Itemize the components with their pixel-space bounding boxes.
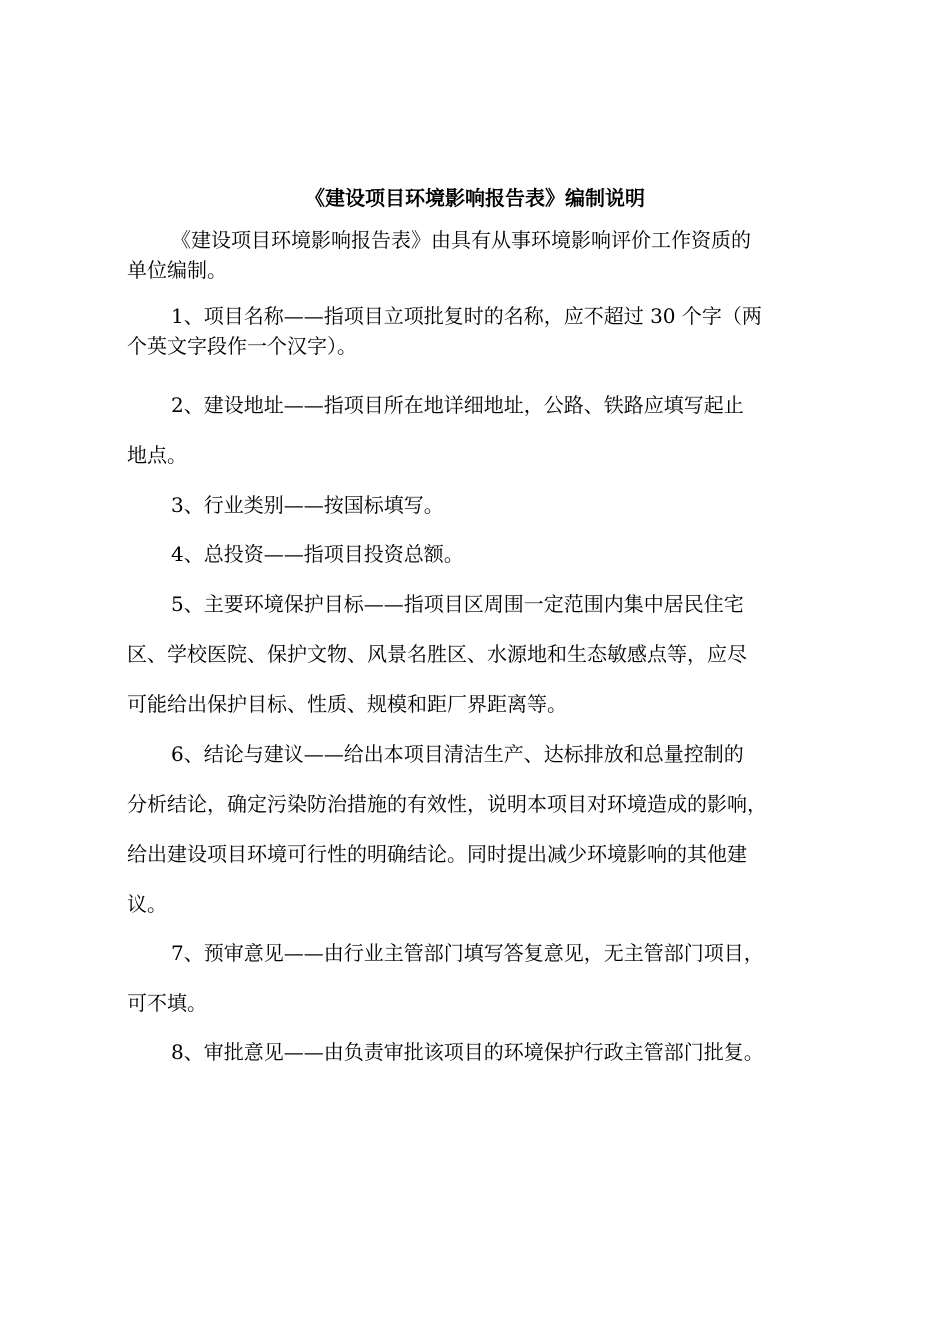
item-1-line-2: 个英文字段作一个汉字）。	[127, 334, 357, 358]
item-3-line-1: 3、行业类别——按国标填写。	[171, 493, 444, 517]
item-8-line-1: 8、审批意见——由负责审批该项目的环境保护行政主管部门批复。	[171, 1040, 764, 1064]
item-4-paragraph	[127, 539, 839, 569]
intro-paragraph	[127, 225, 839, 285]
item-1-line-1: 1、项目名称——指项目立项批复时的名称，应不超过 30 个字（两	[171, 304, 762, 328]
item-3-paragraph	[127, 490, 839, 520]
item-7-line-2: 可不填。	[127, 991, 207, 1015]
item-7-line-1: 7、预审意见——由行业主管部门填写答复意见，无主管部门项目，	[171, 941, 764, 965]
item-4-line-1: 4、总投资——指项目投资总额。	[171, 542, 464, 566]
item-7-paragraph	[127, 938, 839, 1018]
item-5-line-2: 区、学校医院、保护文物、风景名胜区、水源地和生态敏感点等，应尽	[127, 642, 747, 666]
intro-line-1: 《建设项目环境影响报告表》由具有从事环境影响评价工作资质的	[171, 228, 751, 252]
item-2-paragraph	[127, 390, 839, 470]
item-6-line-3: 给出建设项目环境可行性的明确结论。同时提出减少环境影响的其他建	[127, 842, 747, 866]
document-title: 《建设项目环境影响报告表》编制说明	[305, 186, 645, 210]
item-1-paragraph	[127, 301, 839, 361]
item-2-line-1: 2、建设地址——指项目所在地详细地址，公路、铁路应填写起止	[171, 393, 744, 417]
item-6-line-2: 分析结论，确定污染防治措施的有效性，说明本项目对环境造成的影响，	[127, 792, 767, 816]
item-6-paragraph	[127, 739, 839, 919]
item-5-paragraph	[127, 589, 839, 719]
intro-line-2: 单位编制。	[127, 258, 227, 282]
item-5-line-1: 5、主要环境保护目标——指项目区周围一定范围内集中居民住宅	[171, 592, 744, 616]
item-8-paragraph	[127, 1037, 839, 1067]
item-2-line-2: 地点。	[127, 443, 187, 467]
item-6-line-1: 6、结论与建议——给出本项目清洁生产、达标排放和总量控制的	[171, 742, 744, 766]
item-6-line-4: 议。	[127, 892, 167, 916]
item-5-line-3: 可能给出保护目标、性质、规模和距厂界距离等。	[127, 692, 567, 716]
